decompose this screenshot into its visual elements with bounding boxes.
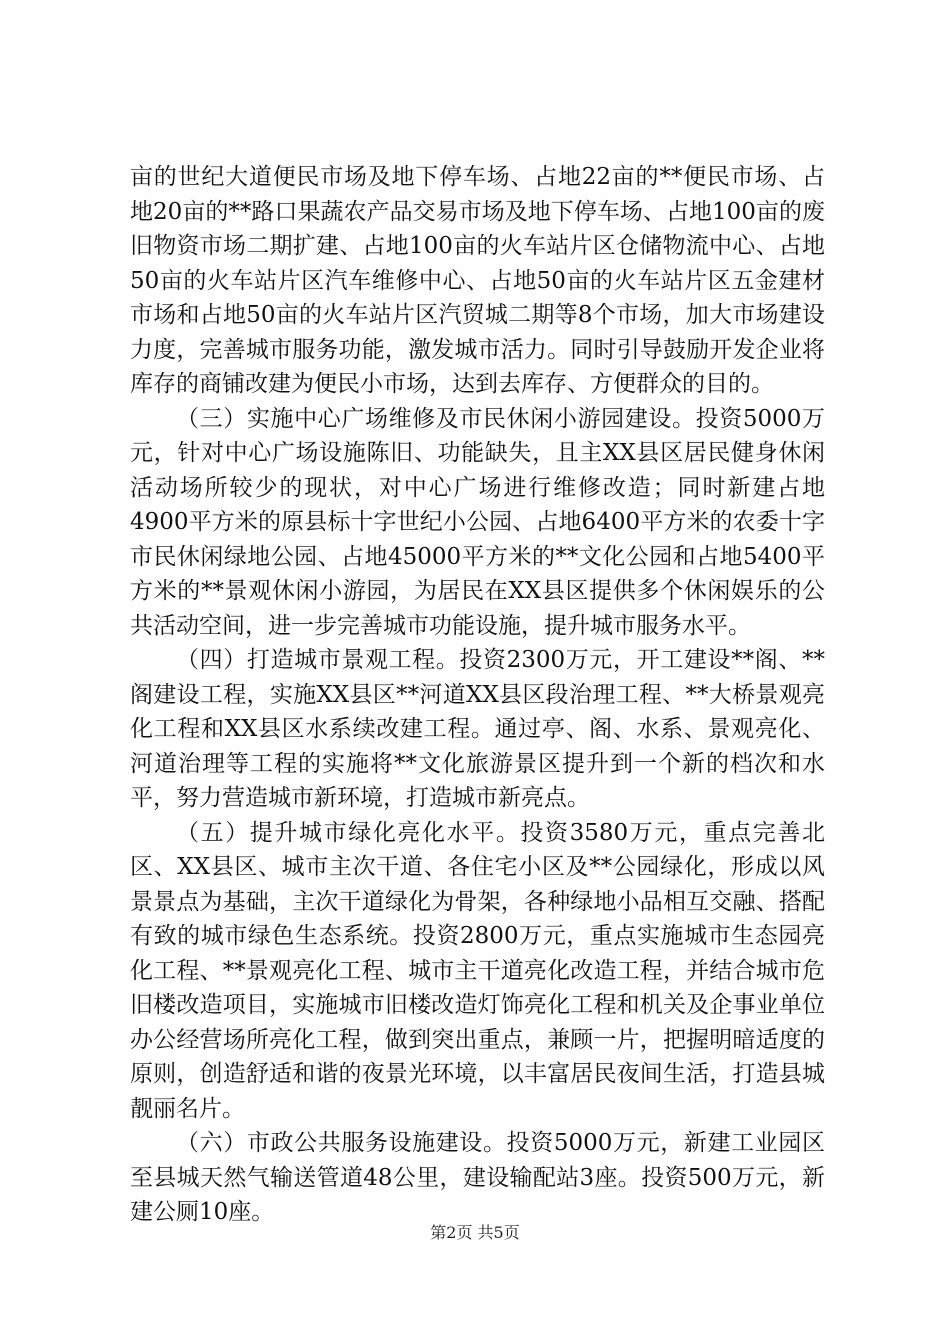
document-body (130, 160, 825, 1230)
paragraph-section-3: （三）实施中心广场维修及市民休闲小游园建设。投资5000万元，针对中心广场设施陈旧、功能缺失，且主XX县区居民健身休闲活动场所较少的现状，对中心广场进行维修改造；同时新建占地4900平方米的原县标十字世纪小公园、占地6400平方米的农委十字市民休闲绿地公园、占地45000平方米的**文化公园和占地5400平方米的**景观休闲小游园，为居民在XX县区提供多个休闲娱乐的公共活动空间，进一步完善城市功能设施，提升城市服务水平。 (130, 405, 825, 639)
page-number-footer: 第2页 共5页 (430, 1223, 520, 1242)
paragraph-section-5: （五）提升城市绿化亮化水平。投资3580万元，重点完善北区、XX县区、城市主次干道、各住宅小区及**公园绿化，形成以风景景点为基础，主次干道绿化为骨架，各种绿地小品相互交融、搭配有致的城市绿色生态系统。投资2800万元，重点实施城市生态园亮化工程、**景观亮化工程、城市主干道亮化改造工程，并结合城市危旧楼改造项目，实施城市旧楼改造灯饰亮化工程和机关及企事业单位办公经营场所亮化工程，做到突出重点，兼顾一片，把握明暗适度的原则，创造舒适和谐的夜景光环境，以丰富居民夜间生活，打造县城靓丽名片。 (130, 819, 825, 1122)
paragraph-continuation: 亩的世纪大道便民市场及地下停车场、占地22亩的**便民市场、占地20亩的**路口果蔬农产品交易市场及地下停车场、占地100亩的废旧物资市场二期扩建、占地100亩的火车站片区仓储物流中心、占地50亩的火车站片区汽车维修中心、占地50亩的火车站片区五金建材市场和占地50亩的火车站片区汽贸城二期等8个市场，加大市场建设力度，完善城市服务功能，激发城市活力。同时引导鼓励开发企业将库存的商铺改建为便民小市场，达到去库存、方便群众的目的。 (130, 164, 825, 397)
paragraph-section-6: （六）市政公共服务设施建设。投资5000万元，新建工业园区至县城天然气输送管道48公里，建设输配站3座。投资500万元，新建公厕10座。 (130, 1130, 825, 1225)
paragraph-section-4: （四）打造城市景观工程。投资2300万元，开工建设**阁、**阁建设工程，实施XX县区**河道XX县区段治理工程、**大桥景观亮化工程和XX县区水系续改建工程。通过亭、阁、水系、景观亮化、河道治理等工程的实施将**文化旅游景区提升到一个新的档次和水平，努力营造城市新环境，打造城市新亮点。 (130, 647, 825, 811)
